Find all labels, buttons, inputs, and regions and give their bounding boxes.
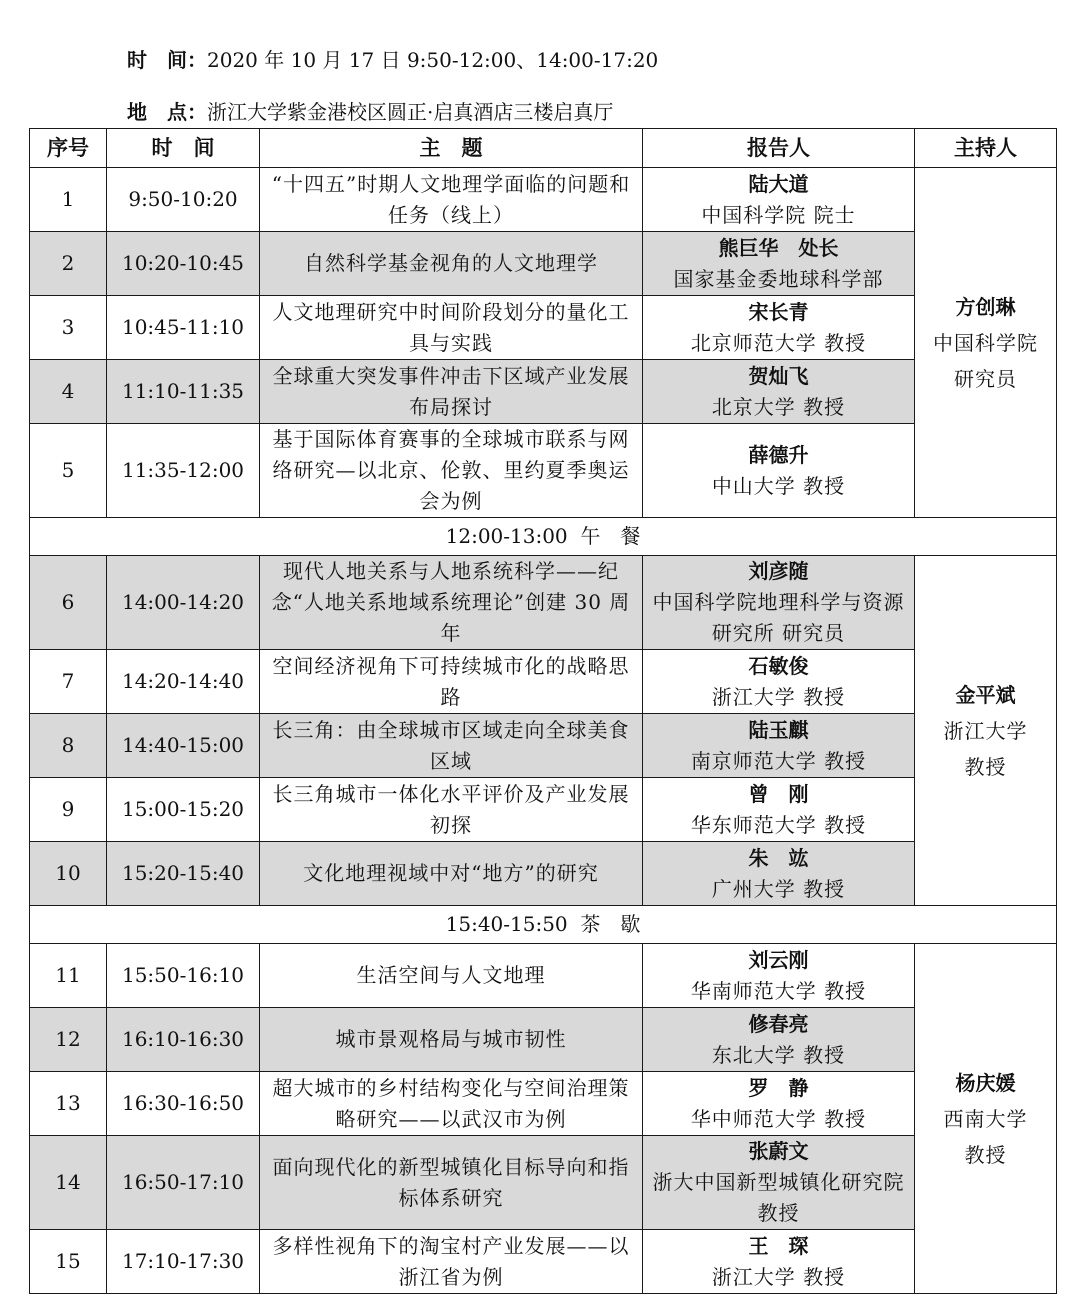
chair-name: 方创琳 (955, 294, 1016, 319)
row-time: 16:10-16:30 (107, 1008, 260, 1072)
table-row (30, 1230, 1057, 1294)
row-number: 10 (30, 842, 107, 906)
row-topic: 基于国际体育赛事的全球城市联系与网络研究—以北京、伦敦、里约夏季奥运会为例 (260, 424, 643, 518)
table-row (30, 1072, 1057, 1136)
speaker-affiliation: 东北大学 教授 (711, 1042, 846, 1067)
row-topic: 超大城市的乡村结构变化与空间治理策略研究——以武汉市为例 (260, 1072, 643, 1136)
chair-title: 教授 (964, 754, 1007, 779)
chair-affiliation: 浙江大学 (943, 718, 1028, 743)
table-row (30, 360, 1057, 424)
row-speaker (643, 1136, 915, 1230)
speaker-name: 陆大道 (748, 171, 809, 196)
row-speaker (643, 424, 915, 518)
row-time: 11:35-12:00 (107, 424, 260, 518)
row-time: 16:50-17:10 (107, 1136, 260, 1230)
row-number: 11 (30, 944, 107, 1008)
speaker-affiliation: 广州大学 教授 (711, 876, 846, 901)
row-speaker (643, 232, 915, 296)
table-row (30, 714, 1057, 778)
speaker-name: 朱 竑 (748, 845, 809, 870)
chair-affiliation: 西南大学 (943, 1106, 1028, 1131)
break-row (30, 906, 1057, 944)
row-time: 14:40-15:00 (107, 714, 260, 778)
table-row (30, 424, 1057, 518)
speaker-name: 张蔚文 (748, 1139, 809, 1163)
row-number: 13 (30, 1072, 107, 1136)
row-time: 14:20-14:40 (107, 650, 260, 714)
row-speaker (643, 556, 915, 650)
row-topic: 自然科学基金视角的人文地理学 (260, 232, 643, 296)
speaker-affiliation: 浙江大学 教授 (711, 1264, 846, 1289)
row-topic: 文化地理视域中对“地方”的研究 (260, 842, 643, 906)
speaker-name: 罗 静 (748, 1075, 809, 1100)
speaker-name: 石敏俊 (748, 653, 809, 678)
event-location (127, 100, 613, 124)
row-topic: 面向现代化的新型城镇化目标导向和指标体系研究 (260, 1136, 643, 1230)
row-topic: “十四五”时期人文地理学面临的问题和任务（线上） (260, 168, 643, 232)
session-chair (915, 944, 1057, 1294)
break-row (30, 518, 1057, 556)
row-topic: 生活空间与人文地理 (260, 944, 643, 1008)
table-row (30, 842, 1057, 906)
speaker-affiliation: 南京师范大学 教授 (690, 748, 867, 773)
row-number: 8 (30, 714, 107, 778)
row-speaker (643, 714, 915, 778)
row-speaker (643, 650, 915, 714)
row-topic: 城市景观格局与城市韧性 (260, 1008, 643, 1072)
row-number: 3 (30, 296, 107, 360)
chair-affiliation: 中国科学院 (933, 330, 1038, 355)
time-label: 时 间： (127, 48, 207, 72)
header-row (30, 129, 1057, 168)
break-cell (30, 906, 1057, 944)
chair-name: 金平斌 (955, 682, 1016, 707)
break-label: 茶 歇 (580, 912, 641, 936)
session-chair (915, 556, 1057, 906)
row-time: 9:50-10:20 (107, 168, 260, 232)
row-time: 15:50-16:10 (107, 944, 260, 1008)
speaker-name: 薛德升 (748, 442, 809, 467)
speaker-name: 刘云刚 (748, 947, 809, 972)
row-speaker (643, 296, 915, 360)
row-time: 17:10-17:30 (107, 1230, 260, 1294)
row-speaker (643, 1072, 915, 1136)
header-number: 序号 (30, 129, 107, 168)
speaker-affiliation: 中国科学院 院士 (701, 202, 856, 227)
schedule-table (29, 128, 1057, 1294)
row-speaker (643, 842, 915, 906)
header-speaker: 报告人 (643, 129, 915, 168)
row-speaker (643, 778, 915, 842)
chair-title: 研究员 (954, 366, 1017, 391)
time-value: 2020 年 10 月 17 日 9:50-12:00、14:00-17:20 (207, 48, 659, 72)
table-row (30, 232, 1057, 296)
table-row (30, 556, 1057, 650)
row-time: 15:20-15:40 (107, 842, 260, 906)
break-label: 午 餐 (580, 524, 641, 548)
row-number: 15 (30, 1230, 107, 1294)
break-time: 15:40-15:50 (445, 912, 568, 936)
header-chair: 主持人 (915, 129, 1057, 168)
row-time: 15:00-15:20 (107, 778, 260, 842)
table-row (30, 944, 1057, 1008)
row-time: 10:20-10:45 (107, 232, 260, 296)
row-number: 9 (30, 778, 107, 842)
speaker-affiliation: 北京师范大学 教授 (690, 330, 867, 355)
speaker-name: 曾 刚 (748, 781, 809, 806)
row-number: 2 (30, 232, 107, 296)
place-label: 地 点： (127, 100, 207, 124)
table-row (30, 650, 1057, 714)
speaker-affiliation: 华中师范大学 教授 (690, 1106, 867, 1131)
speaker-name: 贺灿飞 (748, 363, 809, 388)
row-topic: 长三角城市一体化水平评价及产业发展初探 (260, 778, 643, 842)
row-number: 6 (30, 556, 107, 650)
row-speaker (643, 168, 915, 232)
table-row (30, 1008, 1057, 1072)
row-time: 16:30-16:50 (107, 1072, 260, 1136)
table-row (30, 1136, 1057, 1230)
table-row (30, 168, 1057, 232)
speaker-affiliation: 北京大学 教授 (711, 394, 846, 419)
row-speaker (643, 360, 915, 424)
speaker-affiliation: 国家基金委地球科学部 (673, 266, 884, 291)
speaker-affiliation: 浙江大学 教授 (711, 684, 846, 709)
row-time: 11:10-11:35 (107, 360, 260, 424)
speaker-affiliation: 浙大中国新型城镇化研究院 教授 (652, 1170, 905, 1225)
row-time: 14:00-14:20 (107, 556, 260, 650)
row-number: 14 (30, 1136, 107, 1230)
speaker-affiliation: 华南师范大学 教授 (690, 978, 867, 1003)
row-topic: 空间经济视角下可持续城市化的战略思路 (260, 650, 643, 714)
header-topic: 主 题 (260, 129, 643, 168)
speaker-name: 修春亮 (748, 1011, 809, 1036)
speaker-name: 王 琛 (748, 1233, 809, 1258)
row-time: 10:45-11:10 (107, 296, 260, 360)
event-time (127, 48, 658, 72)
speaker-affiliation: 中国科学院地理科学与资源研究所 研究员 (652, 590, 905, 645)
speaker-name: 宋长青 (748, 299, 809, 324)
row-speaker (643, 1230, 915, 1294)
speaker-name: 熊巨华 处长 (718, 235, 839, 260)
chair-name: 杨庆媛 (955, 1070, 1016, 1095)
row-number: 5 (30, 424, 107, 518)
speaker-affiliation: 中山大学 教授 (711, 473, 846, 498)
row-topic: 多样性视角下的淘宝村产业发展——以浙江省为例 (260, 1230, 643, 1294)
header-time: 时 间 (107, 129, 260, 168)
speaker-affiliation: 华东师范大学 教授 (690, 812, 867, 837)
break-time: 12:00-13:00 (445, 524, 568, 548)
row-topic: 人文地理研究中时间阶段划分的量化工具与实践 (260, 296, 643, 360)
row-number: 7 (30, 650, 107, 714)
chair-title: 教授 (964, 1142, 1007, 1167)
row-speaker (643, 1008, 915, 1072)
table-row (30, 778, 1057, 842)
row-number: 1 (30, 168, 107, 232)
row-number: 12 (30, 1008, 107, 1072)
break-cell (30, 518, 1057, 556)
speaker-name: 陆玉麒 (748, 717, 809, 742)
row-number: 4 (30, 360, 107, 424)
speaker-name: 刘彦随 (748, 559, 809, 583)
row-speaker (643, 944, 915, 1008)
row-topic: 全球重大突发事件冲击下区域产业发展布局探讨 (260, 360, 643, 424)
place-value: 浙江大学紫金港校区圆正·启真酒店三楼启真厅 (207, 100, 614, 124)
session-chair (915, 168, 1057, 518)
row-topic: 长三角：由全球城市区域走向全球美食区域 (260, 714, 643, 778)
table-row (30, 296, 1057, 360)
row-topic: 现代人地关系与人地系统科学——纪念“人地关系地域系统理论”创建 30 周年 (260, 556, 643, 650)
